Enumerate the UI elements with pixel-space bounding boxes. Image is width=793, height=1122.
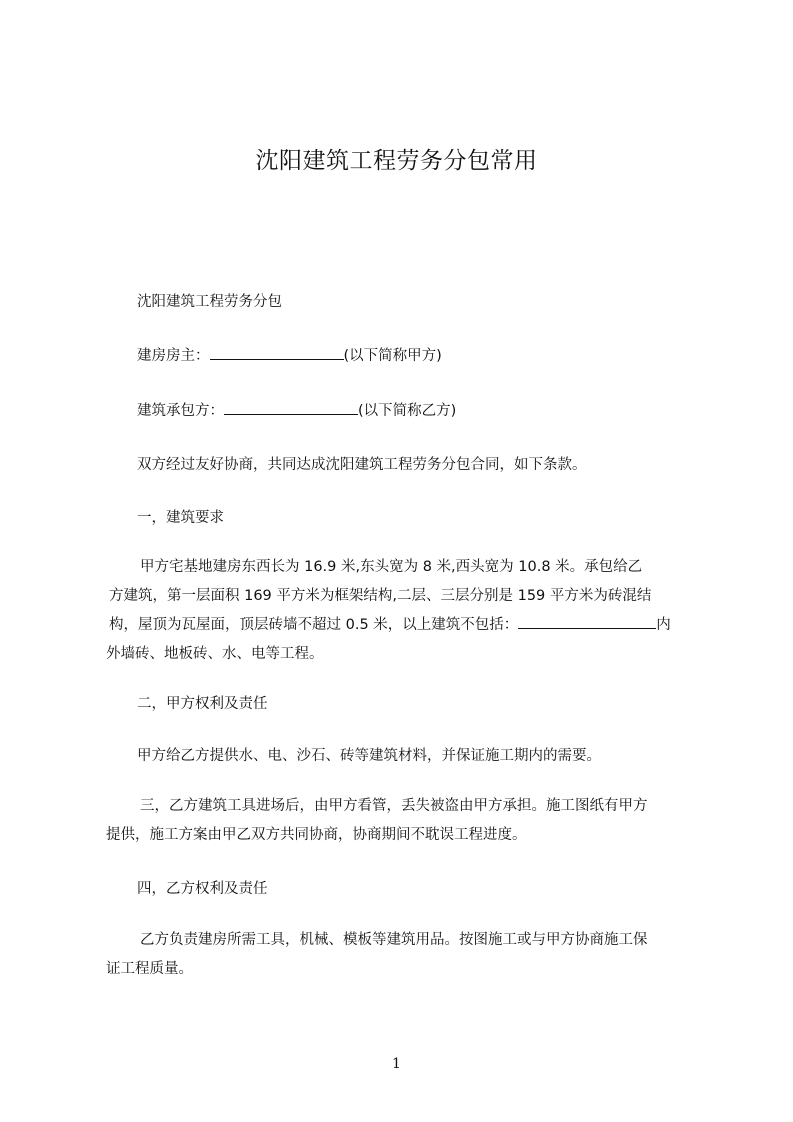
section-1-line-1: 甲方宅基地建房东西长为 16.9 米,东头宽为 8 米,西头宽为 10.8 米。承包给乙: [140, 559, 643, 575]
section-4-line-2: 证工程质量。: [106, 961, 193, 977]
section-1-line-3: [106, 611, 696, 640]
exclusions-blank: [518, 614, 656, 629]
section-1-line-3-tail: 内: [656, 617, 671, 633]
section-4-paragraph: [106, 926, 696, 984]
contractor-label: 建筑承包方：: [137, 403, 224, 419]
section-1-line-3-text: 构，屋顶为瓦屋面，顶层砖墙不超过 0.5 米，以上建筑不包括：: [109, 617, 519, 633]
section-3-line-2: 提供，施工方案由甲乙双方共同协商，协商期间不耽误工程进度。: [106, 827, 527, 843]
contractor-blank: [224, 400, 358, 415]
section-3-line-1: 三，乙方建筑工具进场后，由甲方看管，丢失被盗由甲方承担。施工图纸有甲方: [140, 798, 648, 814]
subtitle: 沈阳建筑工程劳务分包: [137, 294, 282, 310]
contractor-line: [137, 399, 456, 420]
section-1-line-4: 外墙砖、地板砖、水、电等工程。: [106, 646, 324, 662]
section-3-paragraph: [106, 792, 696, 850]
section-1-paragraph: [106, 553, 696, 669]
section-1-line-2: 方建筑，第一层面积 169 平方米为框架结构,二层、三层分别是 159 平方米为砖混结: [109, 588, 652, 604]
section-4-heading: 四，乙方权利及责任: [137, 881, 268, 897]
intro-paragraph: 双方经过友好协商，共同达成沈阳建筑工程劳务分包合同，如下条款。: [137, 457, 587, 473]
section-2-paragraph: 甲方给乙方提供水、电、沙石、砖等建筑材料，并保证施工期内的需要。: [137, 748, 601, 764]
document-title: 沈阳建筑工程劳务分包常用: [255, 148, 538, 174]
owner-blank: [210, 345, 344, 360]
section-4-line-1: 乙方负责建房所需工具，机械、模板等建筑用品。按图施工或与甲方协商施工保: [140, 932, 648, 948]
page-number: 1: [392, 1056, 401, 1072]
section-1-heading: 一，建筑要求: [137, 510, 224, 526]
owner-line: [137, 344, 442, 365]
owner-label: 建房房主：: [137, 348, 210, 364]
section-2-heading: 二，甲方权利及责任: [137, 696, 268, 712]
owner-suffix: (以下简称甲方): [343, 348, 442, 364]
contractor-suffix: (以下简称乙方): [358, 403, 457, 419]
